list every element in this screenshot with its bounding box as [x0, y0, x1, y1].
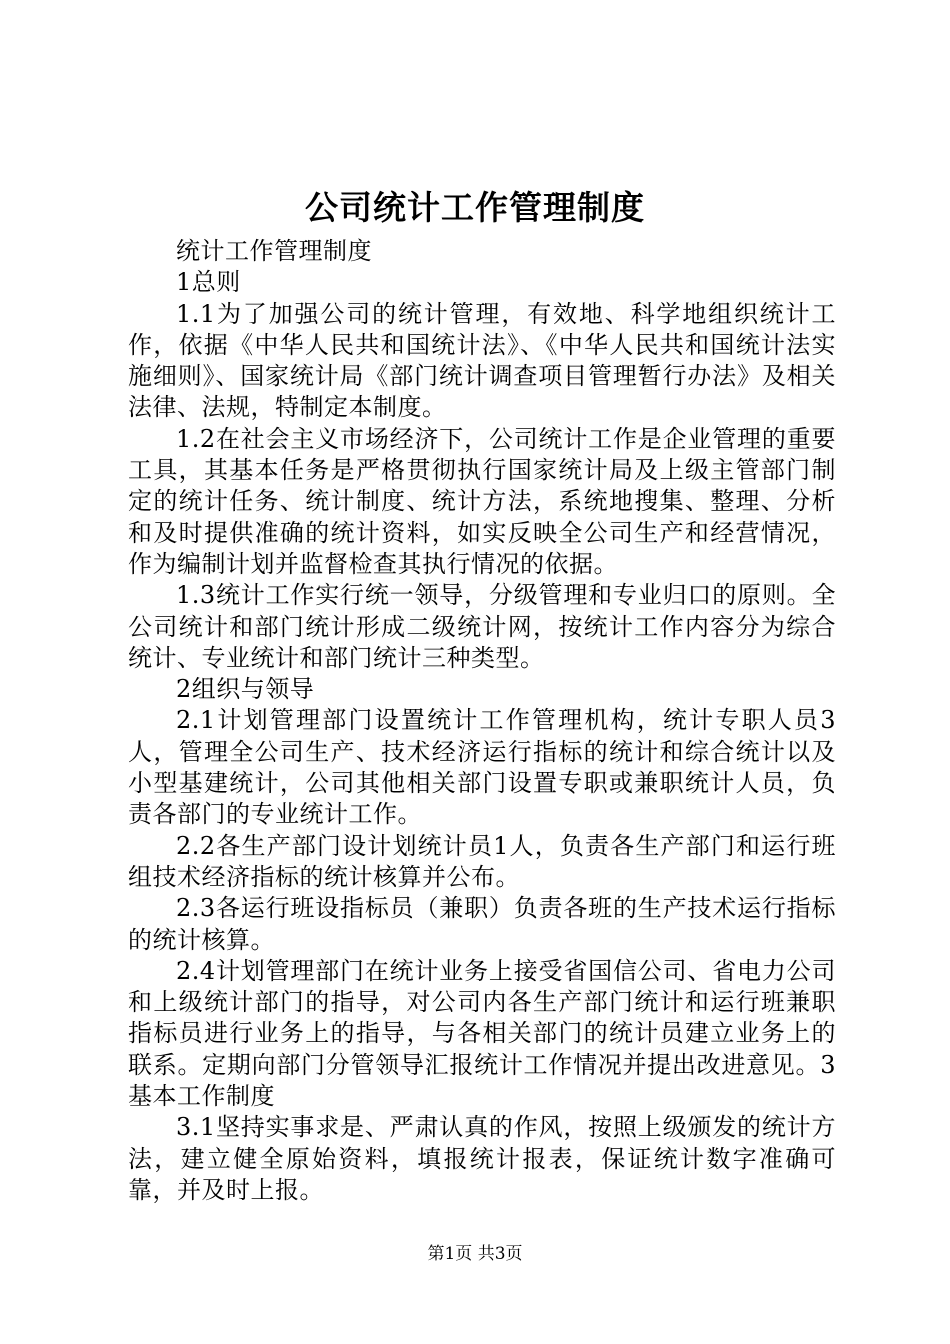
page-number-footer: 第1页 共3页 — [427, 1244, 523, 1264]
section-heading-1: 1总则 — [176, 268, 241, 297]
paragraph-1-2: 1.2在社会主义市场经济下，公司统计工作是企业管理的重要工具，其基本任务是严格贯彻执行国家统计局及上级主管部门制定的统计任务、统计制度、统计方法，系统地搜集、整理、分析和及时提供准确的统计资料，如实反映全公司生产和经营情况，作为编制计划并监督检查其执行情况的依据。 — [128, 424, 836, 578]
paragraph-1-1: 1.1为了加强公司的统计管理，有效地、科学地组织统计工作，依据《中华人民共和国统计法》、《中华人民共和国统计法实施细则》、国家统计局《部门统计调查项目管理暂行办法》及相关法律、法规，特制定本制度。 — [128, 299, 836, 422]
document-body — [128, 236, 836, 1206]
paragraph-2-1: 2.1计划管理部门设置统计工作管理机构，统计专职人员3人，管理全公司生产、技术经济运行指标的统计和综合统计以及小型基建统计，公司其他相关部门设置专职或兼职统计人员，负责各部门的专业统计工作。 — [128, 706, 836, 829]
paragraph-heading: 统计工作管理制度 — [176, 237, 372, 265]
document-title: 公司统计工作管理制度 — [305, 188, 645, 227]
section-heading-2: 2组织与领导 — [176, 675, 315, 704]
paragraph-3-1: 3.1坚持实事求是、严肃认真的作风，按照上级颁发的统计方法，建立健全原始资料，填报统计报表，保证统计数字准确可靠，并及时上报。 — [128, 1113, 836, 1204]
paragraph-2-3: 2.3各运行班设指标员（兼职）负责各班的生产技术运行指标的统计核算。 — [128, 894, 836, 954]
paragraph-2-2: 2.2各生产部门设计划统计员1人，负责各生产部门和运行班组技术经济指标的统计核算并公布。 — [128, 831, 836, 891]
paragraph-1-3: 1.3统计工作实行统一领导，分级管理和专业归口的原则。全公司统计和部门统计形成二级统计网，按统计工作内容分为综合统计、专业统计和部门统计三种类型。 — [128, 581, 836, 672]
paragraph-2-4: 2.4计划管理部门在统计业务上接受省国信公司、省电力公司和上级统计部门的指导，对公司内各生产部门统计和运行班兼职指标员进行业务上的指导，与各相关部门的统计员建立业务上的联系。定期向部门分管领导汇报统计工作情况并提出改进意见。3基本工作制度 — [128, 956, 836, 1111]
